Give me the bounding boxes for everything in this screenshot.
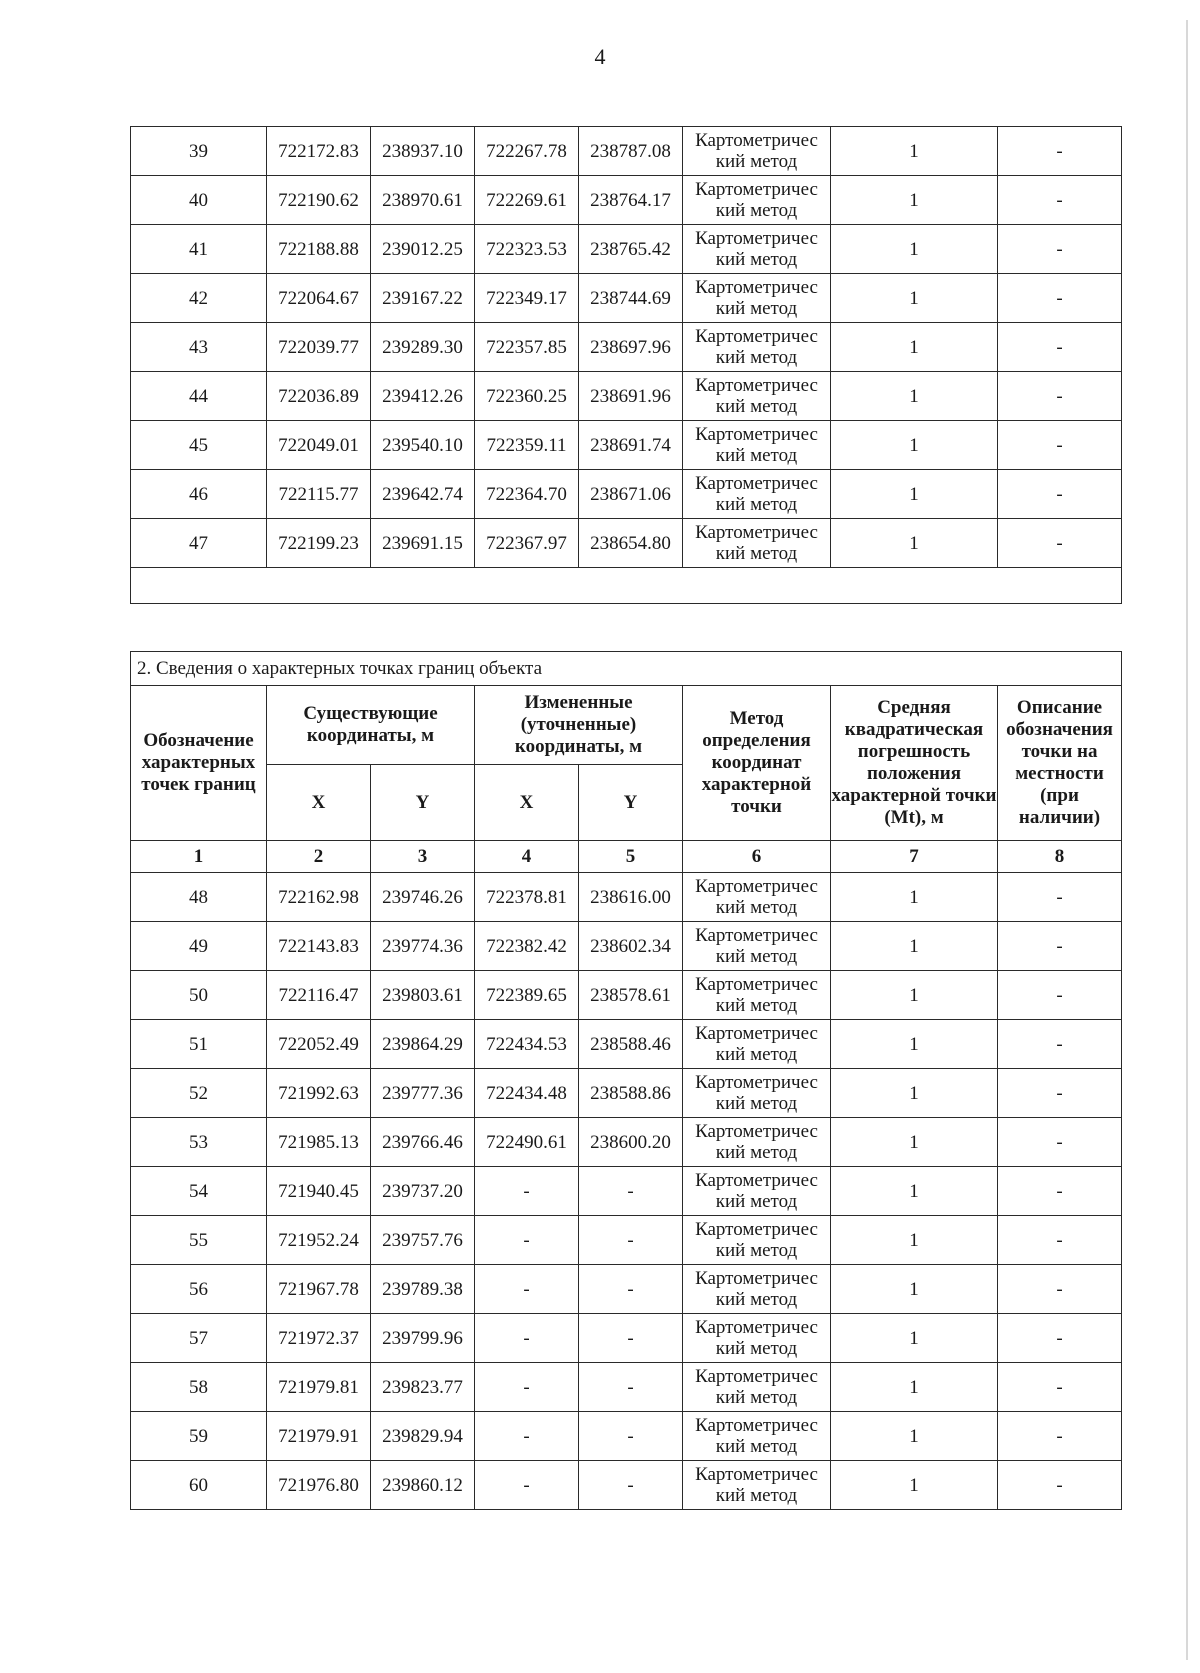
method-line-2: кий метод (715, 200, 798, 221)
point-number-cell: 58 (131, 1363, 267, 1412)
method-cell (683, 323, 831, 372)
existing-x-cell: 721979.81 (267, 1363, 371, 1412)
changed-y-cell: 238787.08 (579, 127, 683, 176)
error-cell: 1 (831, 1069, 998, 1118)
method-cell (683, 1265, 831, 1314)
table-row (131, 274, 1122, 323)
changed-y-cell: - (579, 1216, 683, 1265)
method-cell (683, 1069, 831, 1118)
table2-body (131, 873, 1122, 1510)
method-line-2: кий метод (715, 1289, 798, 1310)
description-cell: - (998, 922, 1122, 971)
method-line-2: кий метод (715, 1436, 798, 1457)
error-cell: 1 (831, 176, 998, 225)
col-number-1: 1 (131, 841, 267, 873)
table-row (131, 127, 1122, 176)
header-existing-x: X (267, 765, 371, 841)
existing-y-cell: 239803.61 (371, 971, 475, 1020)
point-number-cell: 57 (131, 1314, 267, 1363)
table2-header (131, 652, 1122, 873)
error-cell: 1 (831, 519, 998, 568)
method-line-2: кий метод (715, 1093, 798, 1114)
existing-x-cell: 722188.88 (267, 225, 371, 274)
method-line-2: кий метод (715, 995, 798, 1016)
existing-y-cell: 239746.26 (371, 873, 475, 922)
changed-x-cell: - (475, 1216, 579, 1265)
existing-y-cell: 239766.46 (371, 1118, 475, 1167)
point-number-cell: 39 (131, 127, 267, 176)
method-line-2: кий метод (715, 1240, 798, 1261)
error-cell: 1 (831, 1265, 998, 1314)
changed-y-cell: 238744.69 (579, 274, 683, 323)
existing-y-cell: 239012.25 (371, 225, 475, 274)
table-row (131, 1118, 1122, 1167)
method-cell (683, 1020, 831, 1069)
existing-x-cell: 722049.01 (267, 421, 371, 470)
existing-x-cell: 722036.89 (267, 372, 371, 421)
section-title: 2. Сведения о характерных точках границ объекта (131, 652, 1122, 686)
description-cell: - (998, 1461, 1122, 1510)
changed-x-cell: - (475, 1167, 579, 1216)
table-row (131, 323, 1122, 372)
changed-y-cell: - (579, 1412, 683, 1461)
changed-x-cell: 722364.70 (475, 470, 579, 519)
changed-x-cell: 722434.53 (475, 1020, 579, 1069)
changed-x-cell: 722359.11 (475, 421, 579, 470)
description-cell: - (998, 1069, 1122, 1118)
table-row (131, 1216, 1122, 1265)
changed-y-cell: 238697.96 (579, 323, 683, 372)
description-cell: - (998, 127, 1122, 176)
changed-y-cell: 238765.42 (579, 225, 683, 274)
error-cell: 1 (831, 1314, 998, 1363)
existing-y-cell: 239864.29 (371, 1020, 475, 1069)
error-cell: 1 (831, 1363, 998, 1412)
method-line-2: кий метод (715, 445, 798, 466)
existing-y-cell: 239799.96 (371, 1314, 475, 1363)
method-line-2: кий метод (715, 1142, 798, 1163)
table-row (131, 372, 1122, 421)
description-cell: - (998, 1216, 1122, 1265)
col-number-4: 4 (475, 841, 579, 873)
method-line-2: кий метод (715, 897, 798, 918)
existing-y-cell: 239167.22 (371, 274, 475, 323)
header-description: Описание обозначения точки на местности (при наличии) (998, 686, 1122, 841)
error-cell: 1 (831, 225, 998, 274)
point-number-cell: 44 (131, 372, 267, 421)
point-number-cell: 43 (131, 323, 267, 372)
existing-x-cell: 721940.45 (267, 1167, 371, 1216)
header-existing-y: Y (371, 765, 475, 841)
changed-x-cell: 722367.97 (475, 519, 579, 568)
point-number-cell: 48 (131, 873, 267, 922)
method-line-1: Картометричес (695, 1366, 818, 1387)
empty-row (131, 568, 1122, 604)
method-cell (683, 1167, 831, 1216)
description-cell: - (998, 1118, 1122, 1167)
existing-x-cell: 722115.77 (267, 470, 371, 519)
changed-x-cell: 722360.25 (475, 372, 579, 421)
empty-cell (131, 568, 1122, 604)
method-cell (683, 1314, 831, 1363)
header-changed-y: Y (579, 765, 683, 841)
changed-x-cell: 722269.61 (475, 176, 579, 225)
existing-x-cell: 722116.47 (267, 971, 371, 1020)
error-cell: 1 (831, 1020, 998, 1069)
existing-x-cell: 722064.67 (267, 274, 371, 323)
method-line-1: Картометричес (695, 1317, 818, 1338)
table-row (131, 421, 1122, 470)
method-line-1: Картометричес (695, 1219, 818, 1240)
existing-x-cell: 722039.77 (267, 323, 371, 372)
existing-x-cell: 721972.37 (267, 1314, 371, 1363)
description-cell: - (998, 225, 1122, 274)
col-number-6: 6 (683, 841, 831, 873)
existing-x-cell: 721976.80 (267, 1461, 371, 1510)
method-line-1: Картометричес (695, 375, 818, 396)
description-cell: - (998, 971, 1122, 1020)
error-cell: 1 (831, 971, 998, 1020)
existing-y-cell: 239757.76 (371, 1216, 475, 1265)
method-line-2: кий метод (715, 151, 798, 172)
changed-y-cell: 238654.80 (579, 519, 683, 568)
existing-y-cell: 239412.26 (371, 372, 475, 421)
point-number-cell: 60 (131, 1461, 267, 1510)
method-cell (683, 519, 831, 568)
method-line-1: Картометричес (695, 1072, 818, 1093)
col-number-7: 7 (831, 841, 998, 873)
method-cell (683, 873, 831, 922)
error-cell: 1 (831, 470, 998, 519)
point-number-cell: 40 (131, 176, 267, 225)
method-cell (683, 470, 831, 519)
table-row (131, 1314, 1122, 1363)
method-line-2: кий метод (715, 347, 798, 368)
point-number-cell: 59 (131, 1412, 267, 1461)
existing-y-cell: 239823.77 (371, 1363, 475, 1412)
changed-y-cell: - (579, 1461, 683, 1510)
method-cell (683, 372, 831, 421)
table1-body (131, 127, 1122, 604)
header-changed-coords: Измененные (уточненные) координаты, м (475, 686, 683, 765)
description-cell: - (998, 1020, 1122, 1069)
description-cell: - (998, 274, 1122, 323)
method-cell (683, 274, 831, 323)
changed-x-cell: 722389.65 (475, 971, 579, 1020)
header-existing-coords: Существующие координаты, м (267, 686, 475, 765)
method-line-1: Картометричес (695, 179, 818, 200)
existing-x-cell: 721967.78 (267, 1265, 371, 1314)
method-line-1: Картометричес (695, 1023, 818, 1044)
table-row (131, 470, 1122, 519)
method-line-2: кий метод (715, 1338, 798, 1359)
changed-x-cell: 722378.81 (475, 873, 579, 922)
method-cell (683, 1461, 831, 1510)
existing-x-cell: 721985.13 (267, 1118, 371, 1167)
method-cell (683, 421, 831, 470)
existing-y-cell: 239789.38 (371, 1265, 475, 1314)
coordinates-table-continued (130, 126, 1122, 604)
changed-x-cell: - (475, 1314, 579, 1363)
method-cell (683, 127, 831, 176)
existing-x-cell: 721979.91 (267, 1412, 371, 1461)
table-row (131, 1412, 1122, 1461)
description-cell: - (998, 1265, 1122, 1314)
changed-y-cell: - (579, 1167, 683, 1216)
error-cell: 1 (831, 1118, 998, 1167)
point-number-cell: 41 (131, 225, 267, 274)
point-number-cell: 47 (131, 519, 267, 568)
page-edge-shadow (1186, 20, 1188, 1660)
changed-y-cell: 238578.61 (579, 971, 683, 1020)
changed-y-cell: 238691.74 (579, 421, 683, 470)
error-cell: 1 (831, 274, 998, 323)
existing-y-cell: 239829.94 (371, 1412, 475, 1461)
method-line-2: кий метод (715, 543, 798, 564)
changed-x-cell: 722382.42 (475, 922, 579, 971)
method-line-1: Картометричес (695, 925, 818, 946)
existing-x-cell: 722199.23 (267, 519, 371, 568)
method-line-1: Картометричес (695, 326, 818, 347)
changed-x-cell: 722490.61 (475, 1118, 579, 1167)
existing-y-cell: 239777.36 (371, 1069, 475, 1118)
error-cell: 1 (831, 922, 998, 971)
table-row (131, 1069, 1122, 1118)
error-cell: 1 (831, 421, 998, 470)
point-number-cell: 46 (131, 470, 267, 519)
method-line-2: кий метод (715, 946, 798, 967)
existing-x-cell: 721992.63 (267, 1069, 371, 1118)
table-row (131, 971, 1122, 1020)
changed-x-cell: - (475, 1265, 579, 1314)
changed-y-cell: 238588.46 (579, 1020, 683, 1069)
changed-y-cell: - (579, 1314, 683, 1363)
point-number-cell: 56 (131, 1265, 267, 1314)
method-line-2: кий метод (715, 298, 798, 319)
existing-y-cell: 239860.12 (371, 1461, 475, 1510)
table-row (131, 1020, 1122, 1069)
description-cell: - (998, 372, 1122, 421)
error-cell: 1 (831, 323, 998, 372)
method-line-2: кий метод (715, 1387, 798, 1408)
header-changed-x: X (475, 765, 579, 841)
point-number-cell: 52 (131, 1069, 267, 1118)
error-cell: 1 (831, 1167, 998, 1216)
point-number-cell: 50 (131, 971, 267, 1020)
method-line-1: Картометричес (695, 1170, 818, 1191)
point-number-cell: 54 (131, 1167, 267, 1216)
description-cell: - (998, 1167, 1122, 1216)
header-error: Средняя квадратическая погрешность положения характерной точки (Mt), м (831, 686, 998, 841)
method-cell (683, 1118, 831, 1167)
method-cell (683, 1216, 831, 1265)
existing-y-cell: 239642.74 (371, 470, 475, 519)
table-row (131, 519, 1122, 568)
point-number-cell: 53 (131, 1118, 267, 1167)
existing-y-cell: 239737.20 (371, 1167, 475, 1216)
changed-x-cell: - (475, 1461, 579, 1510)
error-cell: 1 (831, 1461, 998, 1510)
method-line-2: кий метод (715, 249, 798, 270)
changed-y-cell: 238600.20 (579, 1118, 683, 1167)
description-cell: - (998, 176, 1122, 225)
existing-x-cell: 722143.83 (267, 922, 371, 971)
method-line-1: Картометричес (695, 228, 818, 249)
error-cell: 1 (831, 873, 998, 922)
description-cell: - (998, 519, 1122, 568)
method-line-1: Картометричес (695, 876, 818, 897)
table-row (131, 873, 1122, 922)
existing-x-cell: 722172.83 (267, 127, 371, 176)
method-line-2: кий метод (715, 1044, 798, 1065)
existing-y-cell: 238937.10 (371, 127, 475, 176)
method-line-1: Картометричес (695, 424, 818, 445)
col-number-3: 3 (371, 841, 475, 873)
changed-y-cell: 238691.96 (579, 372, 683, 421)
existing-x-cell: 722190.62 (267, 176, 371, 225)
point-number-cell: 49 (131, 922, 267, 971)
changed-y-cell: 238588.86 (579, 1069, 683, 1118)
description-cell: - (998, 873, 1122, 922)
changed-x-cell: 722267.78 (475, 127, 579, 176)
table-row (131, 1363, 1122, 1412)
changed-y-cell: - (579, 1265, 683, 1314)
method-line-1: Картометричес (695, 1464, 818, 1485)
table-row (131, 225, 1122, 274)
method-cell (683, 225, 831, 274)
changed-y-cell: 238602.34 (579, 922, 683, 971)
existing-x-cell: 722052.49 (267, 1020, 371, 1069)
existing-y-cell: 239691.15 (371, 519, 475, 568)
col-number-2: 2 (267, 841, 371, 873)
description-cell: - (998, 421, 1122, 470)
method-cell (683, 971, 831, 1020)
description-cell: - (998, 1314, 1122, 1363)
method-line-2: кий метод (715, 396, 798, 417)
changed-x-cell: 722434.48 (475, 1069, 579, 1118)
description-cell: - (998, 470, 1122, 519)
error-cell: 1 (831, 1412, 998, 1461)
existing-x-cell: 721952.24 (267, 1216, 371, 1265)
point-number-cell: 45 (131, 421, 267, 470)
error-cell: 1 (831, 372, 998, 421)
error-cell: 1 (831, 1216, 998, 1265)
point-number-cell: 42 (131, 274, 267, 323)
changed-y-cell: 238671.06 (579, 470, 683, 519)
changed-x-cell: 722357.85 (475, 323, 579, 372)
method-line-1: Картометричес (695, 277, 818, 298)
changed-x-cell: 722349.17 (475, 274, 579, 323)
changed-x-cell: - (475, 1363, 579, 1412)
method-cell (683, 1363, 831, 1412)
existing-y-cell: 239289.30 (371, 323, 475, 372)
method-cell (683, 176, 831, 225)
method-cell (683, 922, 831, 971)
col-number-5: 5 (579, 841, 683, 873)
error-cell: 1 (831, 127, 998, 176)
method-line-2: кий метод (715, 1485, 798, 1506)
table-row (131, 176, 1122, 225)
description-cell: - (998, 323, 1122, 372)
table-row (131, 1461, 1122, 1510)
table-row (131, 1265, 1122, 1314)
existing-y-cell: 239540.10 (371, 421, 475, 470)
changed-x-cell: - (475, 1412, 579, 1461)
method-line-2: кий метод (715, 494, 798, 515)
header-point: Обозначение характерных точек границ (131, 686, 267, 841)
existing-y-cell: 238970.61 (371, 176, 475, 225)
method-line-1: Картометричес (695, 522, 818, 543)
existing-x-cell: 722162.98 (267, 873, 371, 922)
method-line-1: Картометричес (695, 130, 818, 151)
page-number: 4 (594, 44, 606, 69)
method-line-2: кий метод (715, 1191, 798, 1212)
changed-y-cell: - (579, 1363, 683, 1412)
point-number-cell: 51 (131, 1020, 267, 1069)
changed-y-cell: 238764.17 (579, 176, 683, 225)
table-row (131, 922, 1122, 971)
description-cell: - (998, 1363, 1122, 1412)
header-method: Метод определения координат характерной точки (683, 686, 831, 841)
method-line-1: Картометричес (695, 1121, 818, 1142)
method-line-1: Картометричес (695, 473, 818, 494)
method-line-1: Картометричес (695, 1415, 818, 1436)
existing-y-cell: 239774.36 (371, 922, 475, 971)
changed-x-cell: 722323.53 (475, 225, 579, 274)
method-line-1: Картометричес (695, 1268, 818, 1289)
point-number-cell: 55 (131, 1216, 267, 1265)
description-cell: - (998, 1412, 1122, 1461)
table-row (131, 1167, 1122, 1216)
boundary-points-table (130, 651, 1122, 1510)
method-line-1: Картометричес (695, 974, 818, 995)
col-number-8: 8 (998, 841, 1122, 873)
method-cell (683, 1412, 831, 1461)
changed-y-cell: 238616.00 (579, 873, 683, 922)
